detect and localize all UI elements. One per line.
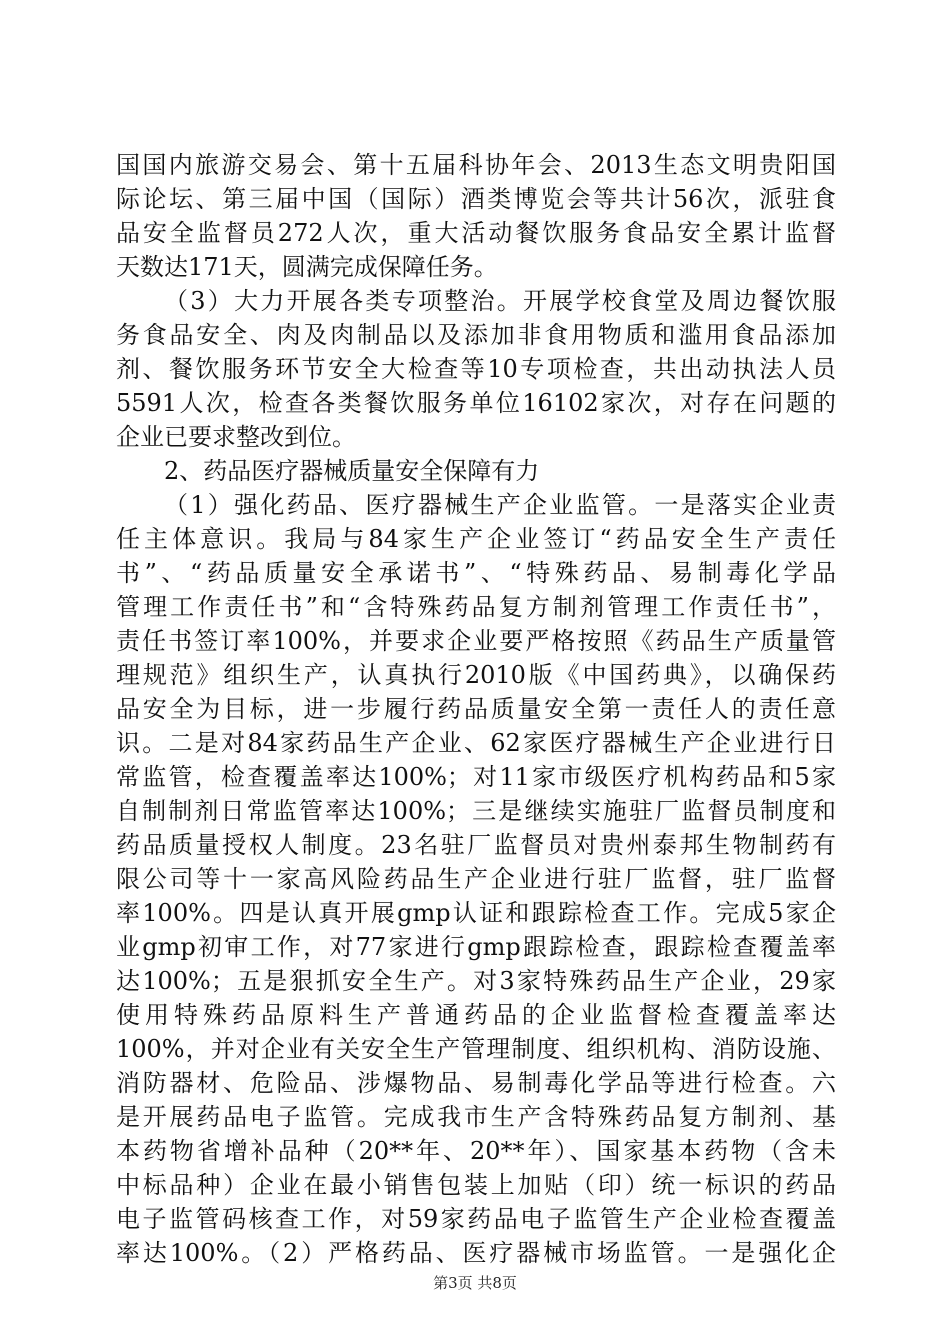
text-line: 常监管，检查覆盖率达100%；对11家市级医疗机构药品和5家 bbox=[116, 763, 836, 791]
text-line: 本药物省增补品种（20**年、20**年）、国家基本药物（含未 bbox=[116, 1137, 836, 1165]
text-line: （3）大力开展各类专项整治。开展学校食堂及周边餐饮服 bbox=[164, 287, 836, 315]
text-line: 际论坛、第三届中国（国际）酒类博览会等共计56次，派驻食 bbox=[116, 185, 836, 213]
text-line: 5591人次，检查各类餐饮服务单位16102家次，对存在问题的 bbox=[116, 389, 836, 417]
page-number-footer: 第3页 共8页 bbox=[433, 1274, 517, 1292]
text-line: 品安全监督员272人次，重大活动餐饮服务食品安全累计监督 bbox=[116, 219, 836, 247]
text-line: 业gmp初审工作，对77家进行gmp跟踪检查，跟踪检查覆盖率 bbox=[116, 933, 836, 961]
text-line: 使用特殊药品原料生产普通药品的企业监督检查覆盖率达 bbox=[116, 1001, 836, 1029]
text-line: 是开展药品电子监管。完成我市生产含特殊药品复方制剂、基 bbox=[116, 1103, 836, 1131]
text-line: 100%，并对企业有关安全生产管理制度、组织机构、消防设施、 bbox=[116, 1035, 836, 1063]
text-line: 电子监管码核查工作，对59家药品电子监管生产企业检查覆盖 bbox=[116, 1205, 836, 1233]
text-line: 企业已要求整改到位。 bbox=[116, 423, 356, 451]
body-text bbox=[116, 148, 836, 1270]
text-line: 任主体意识。我局与84家生产企业签订“药品安全生产责任 bbox=[116, 525, 836, 553]
text-line: 中标品种）企业在最小销售包装上加贴（印）统一标识的药品 bbox=[116, 1171, 836, 1199]
text-line: 理规范》组织生产，认真执行2010版《中国药典》，以确保药 bbox=[116, 661, 836, 689]
text-line: 国国内旅游交易会、第十五届科协年会、2013生态文明贵阳国 bbox=[116, 151, 836, 179]
text-line: （1）强化药品、医疗器械生产企业监管。一是落实企业责 bbox=[164, 491, 836, 519]
text-line: 消防器材、危险品、涉爆物品、易制毒化学品等进行检查。六 bbox=[116, 1069, 836, 1097]
text-line: 品安全为目标，进一步履行药品质量安全第一责任人的责任意 bbox=[116, 695, 836, 723]
text-line: 药品质量授权人制度。23名驻厂监督员对贵州泰邦生物制药有 bbox=[116, 831, 836, 859]
text-line: 天数达171天，圆满完成保障任务。 bbox=[116, 253, 498, 281]
text-line: 达100%；五是狠抓安全生产。对3家特殊药品生产企业，29家 bbox=[116, 967, 836, 995]
text-line: 务食品安全、肉及肉制品以及添加非食用物质和滥用食品添加 bbox=[116, 321, 836, 349]
text-line: 自制制剂日常监管率达100%；三是继续实施驻厂监督员制度和 bbox=[116, 797, 836, 825]
text-line: 率100%。四是认真开展gmp认证和跟踪检查工作。完成5家企 bbox=[116, 899, 836, 927]
section-heading: 2、药品医疗器械质量安全保障有力 bbox=[164, 457, 540, 485]
text-line: 管理工作责任书”和“含特殊药品复方制剂管理工作责任书”， bbox=[116, 593, 836, 621]
text-line: 限公司等十一家高风险药品生产企业进行驻厂监督，驻厂监督 bbox=[116, 865, 836, 893]
text-line: 剂、餐饮服务环节安全大检查等10专项检查，共出动执法人员 bbox=[116, 355, 836, 383]
text-line: 率达100%。（2）严格药品、医疗器械市场监管。一是强化企 bbox=[116, 1239, 836, 1267]
text-line: 识。二是对84家药品生产企业、62家医疗器械生产企业进行日 bbox=[116, 729, 836, 757]
text-line: 责任书签订率100%，并要求企业要严格按照《药品生产质量管 bbox=[116, 627, 836, 655]
text-line: 书”、“药品质量安全承诺书”、“特殊药品、易制毒化学品 bbox=[116, 559, 836, 587]
